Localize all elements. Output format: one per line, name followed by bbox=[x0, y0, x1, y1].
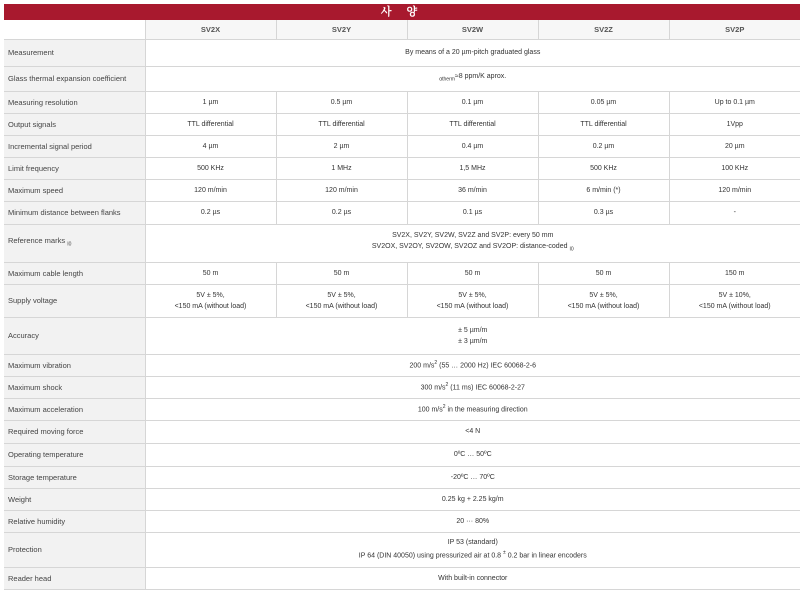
table-row bbox=[4, 262, 800, 284]
cell: 1 µm bbox=[145, 91, 276, 113]
row-value bbox=[145, 532, 800, 567]
shock-post: (11 ms) IEC 60068-2-27 bbox=[450, 384, 525, 392]
cell: 1 MHz bbox=[276, 157, 407, 179]
cell: 50 m bbox=[407, 262, 538, 284]
cell: 50 m bbox=[538, 262, 669, 284]
table-row bbox=[4, 201, 800, 224]
row-value: <4 N bbox=[145, 420, 800, 443]
cell: 120 m/min bbox=[669, 179, 800, 201]
cell: 0.4 µm bbox=[407, 135, 538, 157]
table-row bbox=[4, 39, 800, 66]
cell: TTL differential bbox=[538, 113, 669, 135]
acceleration-sup: 2 bbox=[442, 404, 446, 411]
supply-voltage: 5V ± 10%, bbox=[718, 291, 751, 299]
reference-line-2-text: SV2OX, SV2OY, SV2OW, SV2OZ and SV2OP: distance-coded bbox=[371, 243, 568, 251]
cell: 0.1 µs bbox=[407, 201, 538, 224]
table-row bbox=[4, 113, 800, 135]
cell bbox=[669, 284, 800, 317]
cell: 500 KHz bbox=[538, 157, 669, 179]
header-col: SV2Y bbox=[276, 20, 407, 39]
vibration-post: (55 … 2000 Hz) IEC 60068-2-6 bbox=[439, 362, 537, 370]
supply-voltage: 5V ± 5%, bbox=[458, 291, 487, 299]
row-label: Reader head bbox=[4, 567, 145, 589]
row-label: Output signals bbox=[4, 113, 145, 135]
cell: 1,5 MHz bbox=[407, 157, 538, 179]
row-value bbox=[145, 224, 800, 262]
row-value bbox=[145, 376, 800, 398]
cell: 6 m/min (*) bbox=[538, 179, 669, 201]
protection-line-2 bbox=[148, 548, 799, 561]
header-col: SV2X bbox=[145, 20, 276, 39]
cell: 0.05 µm bbox=[538, 91, 669, 113]
row-label: Limit frequency bbox=[4, 157, 145, 179]
cell: 120 m/min bbox=[276, 179, 407, 201]
accuracy-line-1: ± 5 µm/m bbox=[458, 326, 488, 334]
row-label: Incremental signal period bbox=[4, 135, 145, 157]
cell: 0.2 µm bbox=[538, 135, 669, 157]
spec-table-container bbox=[4, 4, 800, 590]
supply-voltage: 5V ± 5%, bbox=[589, 291, 618, 299]
cell: - bbox=[669, 201, 800, 224]
cell: 50 m bbox=[145, 262, 276, 284]
table-row bbox=[4, 510, 800, 532]
header-col: SV2P bbox=[669, 20, 800, 39]
row-value: 20 ··· 80% bbox=[145, 510, 800, 532]
row-label: Maximum acceleration bbox=[4, 398, 145, 420]
row-value: 0.25 kg + 2.25 kg/m bbox=[145, 488, 800, 510]
cell: 0.1 µm bbox=[407, 91, 538, 113]
accuracy-line-2: ± 3 µm/m bbox=[458, 337, 488, 345]
vibration-value: 200 m/s bbox=[409, 362, 435, 370]
header-row bbox=[4, 20, 800, 39]
cell: Up to 0.1 µm bbox=[669, 91, 800, 113]
row-value: 0ºC … 50ºC bbox=[145, 443, 800, 466]
row-label: Glass thermal expansion coefficient bbox=[4, 66, 145, 91]
row-label: Operating temperature bbox=[4, 443, 145, 466]
row-value bbox=[145, 317, 800, 354]
row-label: Maximum speed bbox=[4, 179, 145, 201]
alpha-symbol: α bbox=[439, 76, 443, 83]
cell: 4 µm bbox=[145, 135, 276, 157]
shock-value: 300 m/s bbox=[420, 384, 446, 392]
table-row bbox=[4, 157, 800, 179]
supply-current: <150 mA (without load) bbox=[305, 302, 378, 310]
supply-current: <150 mA (without load) bbox=[436, 302, 509, 310]
table-row bbox=[4, 398, 800, 420]
cell: 20 µm bbox=[669, 135, 800, 157]
table-row bbox=[4, 66, 800, 91]
row-label: Accuracy bbox=[4, 317, 145, 354]
cell: 120 m/min bbox=[145, 179, 276, 201]
row-value: -20ºC … 70ºC bbox=[145, 466, 800, 488]
cell: TTL differential bbox=[407, 113, 538, 135]
row-value bbox=[145, 66, 800, 91]
cell bbox=[145, 284, 276, 317]
reference-line-1: SV2X, SV2Y, SV2W, SV2Z and SV2P: every 50 mm bbox=[392, 232, 554, 240]
cell: 2 µm bbox=[276, 135, 407, 157]
cell bbox=[276, 284, 407, 317]
cell: 500 KHz bbox=[145, 157, 276, 179]
supply-voltage: 5V ± 5%, bbox=[327, 291, 356, 299]
row-label: Relative humidity bbox=[4, 510, 145, 532]
row-label: Maximum shock bbox=[4, 376, 145, 398]
cell: 36 m/min bbox=[407, 179, 538, 201]
table-row bbox=[4, 284, 800, 317]
supply-voltage: 5V ± 5%, bbox=[196, 291, 225, 299]
row-label: Storage temperature bbox=[4, 466, 145, 488]
row-label: Maximum vibration bbox=[4, 354, 145, 376]
spec-table bbox=[4, 20, 800, 590]
cell bbox=[407, 284, 538, 317]
header-col: SV2W bbox=[407, 20, 538, 39]
table-row bbox=[4, 376, 800, 398]
protection-line-2-post: 0.2 bar in linear encoders bbox=[507, 552, 587, 560]
reference-label: Reference marks bbox=[8, 236, 66, 246]
acceleration-post: in the measuring direction bbox=[447, 406, 528, 414]
cell: 0.3 µs bbox=[538, 201, 669, 224]
cell: 0.2 µs bbox=[145, 201, 276, 224]
cell: 0.5 µm bbox=[276, 91, 407, 113]
header-blank bbox=[4, 20, 145, 39]
row-label: Weight bbox=[4, 488, 145, 510]
row-label bbox=[4, 224, 145, 262]
row-label: Required moving force bbox=[4, 420, 145, 443]
table-row bbox=[4, 354, 800, 376]
therm-subscript: therm bbox=[442, 76, 455, 83]
row-value bbox=[145, 354, 800, 376]
cell: 50 m bbox=[276, 262, 407, 284]
supply-current: <150 mA (without load) bbox=[698, 302, 771, 310]
cell: TTL differential bbox=[145, 113, 276, 135]
cell: 1Vpp bbox=[669, 113, 800, 135]
table-row bbox=[4, 420, 800, 443]
reference-label-sub: I0 bbox=[67, 241, 72, 248]
cell: TTL differential bbox=[276, 113, 407, 135]
shock-sup: 2 bbox=[445, 382, 449, 389]
row-label: Maximum cable length bbox=[4, 262, 145, 284]
protection-line-2-sup: ± bbox=[503, 550, 506, 557]
row-value: By means of a 20 µm-pitch graduated glass bbox=[145, 39, 800, 66]
spec-banner: 사 양 bbox=[4, 4, 800, 20]
supply-current: <150 mA (without load) bbox=[174, 302, 247, 310]
table-row bbox=[4, 317, 800, 354]
row-label: Measurement bbox=[4, 39, 145, 66]
cell: 0.2 µs bbox=[276, 201, 407, 224]
reference-line-2-sub: I0 bbox=[569, 246, 574, 253]
row-label: Minimum distance between flanks bbox=[4, 201, 145, 224]
row-label: Measuring resolution bbox=[4, 91, 145, 113]
protection-line-2-pre: IP 64 (DIN 40050) using pressurized air at 0.8 bbox=[358, 552, 502, 560]
table-row bbox=[4, 488, 800, 510]
row-value: With built-in connector bbox=[145, 567, 800, 589]
supply-current: <150 mA (without load) bbox=[567, 302, 640, 310]
row-label: Supply voltage bbox=[4, 284, 145, 317]
acceleration-value: 100 m/s bbox=[417, 406, 443, 414]
table-row bbox=[4, 466, 800, 488]
table-row bbox=[4, 179, 800, 201]
reference-line-2 bbox=[148, 241, 799, 255]
table-row bbox=[4, 443, 800, 466]
protection-line-1: IP 53 (standard) bbox=[447, 539, 498, 547]
row-label: Protection bbox=[4, 532, 145, 567]
cell: 150 m bbox=[669, 262, 800, 284]
cell bbox=[538, 284, 669, 317]
table-row bbox=[4, 567, 800, 589]
cell: 100 KHz bbox=[669, 157, 800, 179]
vibration-sup: 2 bbox=[434, 360, 438, 367]
table-row bbox=[4, 135, 800, 157]
header-col: SV2Z bbox=[538, 20, 669, 39]
row-value bbox=[145, 398, 800, 420]
table-row bbox=[4, 91, 800, 113]
thermal-value: ≈8 ppm/K aprox. bbox=[454, 73, 507, 81]
table-row bbox=[4, 224, 800, 262]
table-row bbox=[4, 532, 800, 567]
